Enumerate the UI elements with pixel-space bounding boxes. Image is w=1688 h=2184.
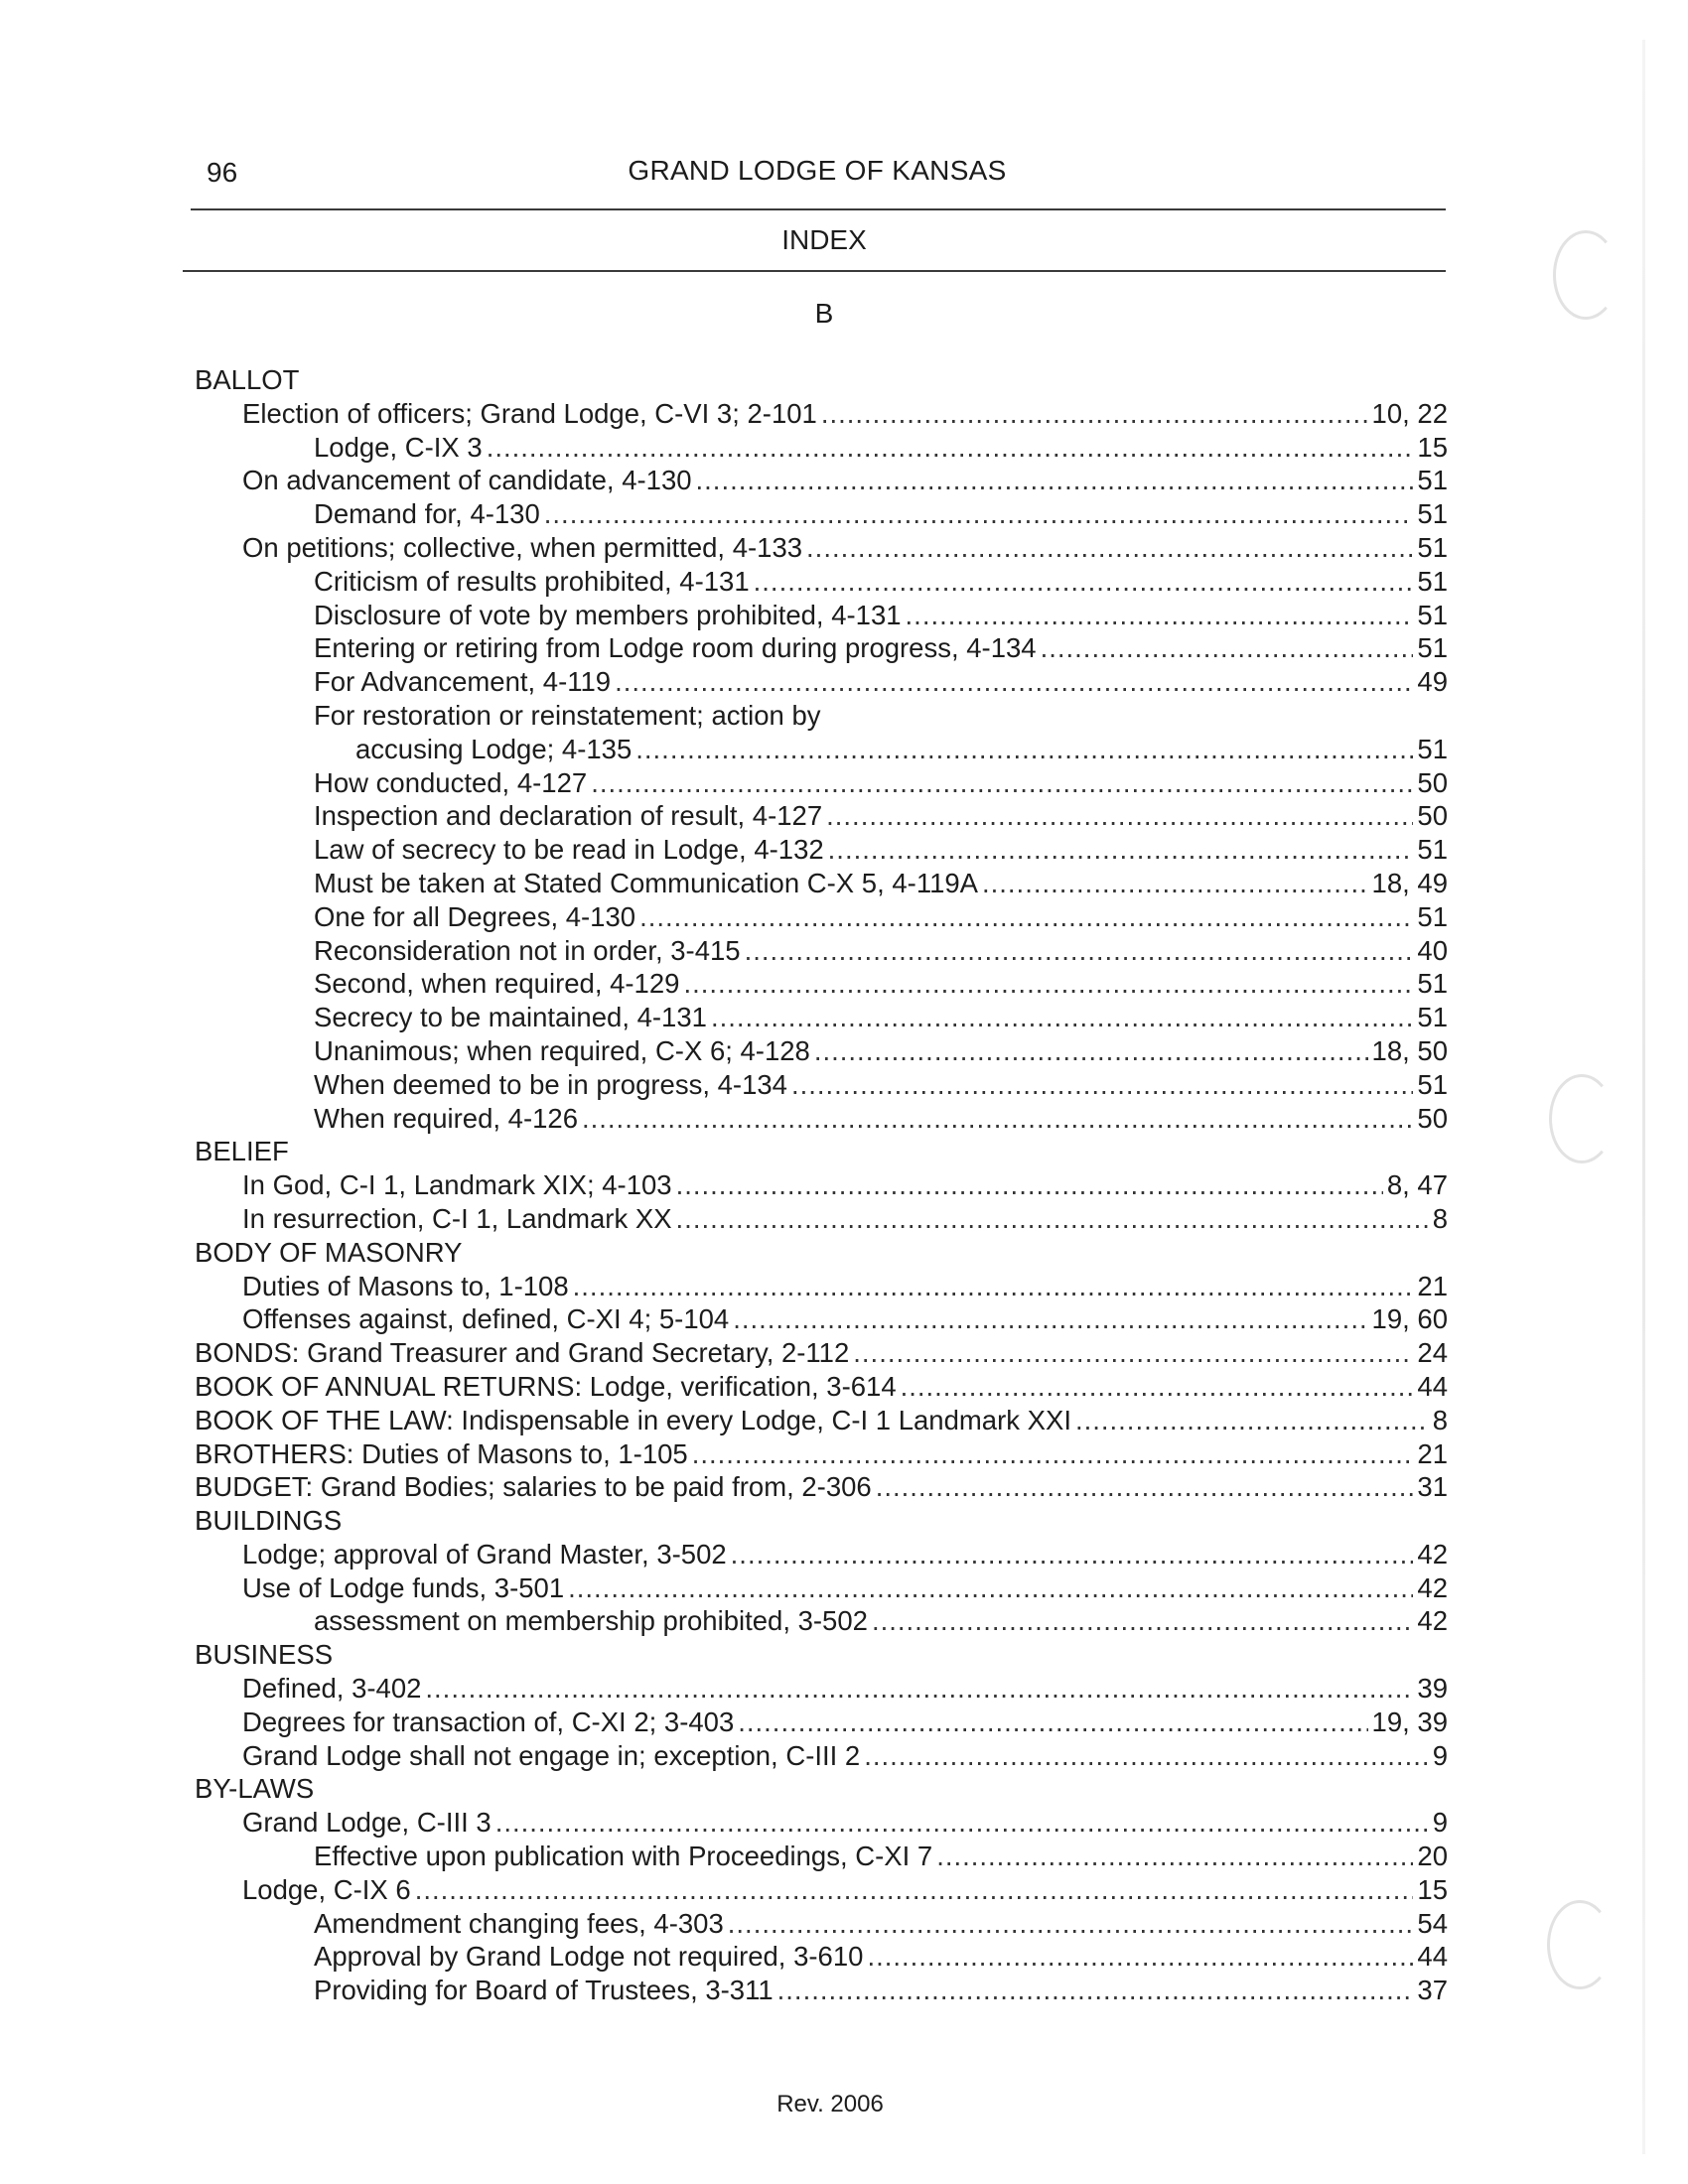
- index-entry: [195, 599, 1448, 632]
- entry-label: Demand for, 4-130: [314, 498, 540, 530]
- dot-leader: [487, 431, 1414, 465]
- entry-page-numbers: 50: [1417, 800, 1448, 832]
- index-entry: [195, 1739, 1448, 1773]
- entry-label: BELIEF: [195, 1136, 289, 1167]
- entry-page-numbers: 51: [1417, 498, 1448, 530]
- entry-label: BY-LAWS: [195, 1773, 315, 1805]
- dot-leader: [425, 1672, 1413, 1706]
- entry-label: assessment on membership prohibited, 3-502: [314, 1605, 868, 1637]
- index-entry: [195, 833, 1448, 867]
- dot-leader: [676, 1168, 1383, 1202]
- index-heading-entry: [195, 1437, 1448, 1471]
- index-entry: [195, 900, 1448, 934]
- entry-page-numbers: 8: [1432, 1202, 1448, 1234]
- entry-label: Amendment changing fees, 4-303: [314, 1907, 724, 1939]
- index-entry: [195, 733, 1448, 766]
- dot-leader: [731, 1538, 1414, 1571]
- binder-hole-bottom: [1547, 1900, 1613, 1989]
- entry-label: How conducted, 4-127: [314, 766, 588, 798]
- entry-label: Disclosure of vote by members prohibited, 4-131: [314, 599, 902, 630]
- dot-leader: [495, 1806, 1429, 1840]
- index-entry: [195, 1001, 1448, 1034]
- entry-page-numbers: 42: [1417, 1571, 1448, 1603]
- index-heading-entry: [195, 1404, 1448, 1437]
- entry-page-numbers: 42: [1417, 1538, 1448, 1570]
- dot-leader: [615, 665, 1413, 699]
- header-rule-top: [191, 208, 1446, 210]
- index-entry: [195, 1604, 1448, 1638]
- entry-label: Secrecy to be maintained, 4-131: [314, 1002, 707, 1033]
- index-entry: [195, 699, 1448, 733]
- index-heading-entry: [195, 1135, 1448, 1168]
- entry-label: Second, when required, 4-129: [314, 968, 680, 1000]
- entry-label: In resurrection, C-I 1, Landmark XX: [242, 1202, 672, 1234]
- entry-label: Degrees for transaction of, C-XI 2; 3-403: [242, 1706, 735, 1737]
- dot-leader: [853, 1336, 1413, 1370]
- entry-label: On petitions; collective, when permitted, 4-133: [242, 531, 803, 563]
- index-letter-heading: B: [814, 298, 834, 329]
- entry-page-numbers: 10, 22: [1371, 397, 1448, 429]
- index-entry: [195, 1672, 1448, 1706]
- entry-label: Lodge, C-IX 6: [242, 1873, 411, 1905]
- index-entry: [195, 1571, 1448, 1605]
- dot-leader: [728, 1907, 1414, 1941]
- index-entry: [195, 1940, 1448, 1974]
- entry-label: In God, C-I 1, Landmark XIX; 4-103: [242, 1169, 672, 1201]
- index-entry: [195, 1538, 1448, 1571]
- index-entry: [195, 631, 1448, 665]
- dot-leader: [876, 1470, 1414, 1504]
- index-entry: [195, 1034, 1448, 1068]
- index-entry: [195, 1068, 1448, 1102]
- dot-leader: [591, 766, 1413, 800]
- index-entry: [195, 497, 1448, 531]
- index-heading-entry: [195, 1470, 1448, 1504]
- index-entry: [195, 799, 1448, 833]
- entry-page-numbers: 51: [1417, 531, 1448, 563]
- entry-page-numbers: 15: [1417, 1873, 1448, 1905]
- dot-leader: [1075, 1404, 1429, 1437]
- entry-label: BUDGET: Grand Bodies; salaries to be paid from, 2-306: [195, 1471, 872, 1503]
- entry-label: For restoration or reinstatement; action by: [314, 699, 821, 731]
- index-heading-entry: [195, 1370, 1448, 1404]
- dot-leader: [806, 531, 1413, 565]
- binder-hole-top: [1553, 230, 1618, 320]
- dot-leader: [635, 733, 1413, 766]
- entry-page-numbers: 51: [1417, 834, 1448, 866]
- entry-label: BUILDINGS: [195, 1505, 343, 1537]
- entry-label: Approval by Grand Lodge not required, 3-610: [314, 1941, 864, 1973]
- entry-page-numbers: 8: [1432, 1404, 1448, 1435]
- entry-label: Law of secrecy to be read in Lodge, 4-132: [314, 834, 824, 866]
- dot-leader: [711, 1001, 1413, 1034]
- entry-page-numbers: 24: [1417, 1337, 1448, 1369]
- dot-leader: [415, 1873, 1414, 1907]
- entry-page-numbers: 51: [1417, 599, 1448, 630]
- index-heading-entry: [195, 1236, 1448, 1270]
- entry-label: Effective upon publication with Proceedings, C-XI 7: [314, 1841, 933, 1872]
- entry-page-numbers: 37: [1417, 1975, 1448, 2006]
- entry-page-numbers: 15: [1417, 431, 1448, 463]
- dot-leader: [676, 1202, 1429, 1236]
- index-entry: [195, 464, 1448, 497]
- dot-leader: [683, 967, 1413, 1001]
- entry-page-numbers: 51: [1417, 733, 1448, 764]
- index-entry: [195, 1806, 1448, 1840]
- index-entry: [195, 1302, 1448, 1336]
- dot-leader: [864, 1739, 1428, 1773]
- index-entry: [195, 1873, 1448, 1907]
- entry-page-numbers: 51: [1417, 632, 1448, 664]
- dot-leader: [754, 565, 1414, 599]
- dot-leader: [867, 1940, 1413, 1974]
- section-title: INDEX: [781, 224, 867, 255]
- index-entry-list: [195, 363, 1448, 2007]
- entry-page-numbers: 51: [1417, 565, 1448, 597]
- page-number: 96: [207, 157, 238, 188]
- entry-label: Lodge, C-IX 3: [314, 431, 483, 463]
- entry-label: Unanimous; when required, C-X 6; 4-128: [314, 1034, 810, 1066]
- index-entry: [195, 1706, 1448, 1739]
- dot-leader: [1041, 631, 1414, 665]
- entry-label: For Advancement, 4-119: [314, 666, 612, 698]
- entry-page-numbers: 51: [1417, 900, 1448, 932]
- entry-page-numbers: 50: [1417, 1102, 1448, 1134]
- index-entry: [195, 565, 1448, 599]
- page-edge-shadow: [1642, 40, 1645, 2154]
- revision-footer: Rev. 2006: [776, 2091, 884, 2117]
- index-heading-entry: [195, 1336, 1448, 1370]
- index-entry: [195, 1840, 1448, 1873]
- index-entry: [195, 967, 1448, 1001]
- entry-page-numbers: 21: [1417, 1270, 1448, 1301]
- index-heading-entry: [195, 363, 1448, 397]
- dot-leader: [828, 833, 1414, 867]
- entry-page-numbers: 51: [1417, 1002, 1448, 1033]
- entry-label: Criticism of results prohibited, 4-131: [314, 565, 750, 597]
- entry-label: Election of officers; Grand Lodge, C-VI 3; 2-101: [242, 397, 817, 429]
- entry-label: Defined, 3-402: [242, 1673, 422, 1705]
- index-heading-entry: [195, 1772, 1448, 1806]
- dot-leader: [777, 1974, 1414, 2007]
- entry-label: On advancement of candidate, 4-130: [242, 465, 692, 496]
- running-title: GRAND LODGE OF KANSAS: [628, 155, 1007, 186]
- entry-label: Inspection and declaration of result, 4-127: [314, 800, 823, 832]
- entry-label: BROTHERS: Duties of Masons to, 1-105: [195, 1437, 688, 1469]
- entry-label: Entering or retiring from Lodge room during progress, 4-134: [314, 632, 1037, 664]
- dot-leader: [826, 799, 1413, 833]
- index-entry: [195, 1168, 1448, 1202]
- index-entry: [195, 766, 1448, 800]
- entry-page-numbers: 21: [1417, 1437, 1448, 1469]
- index-entry: [195, 1270, 1448, 1303]
- entry-label: Reconsideration not in order, 3-415: [314, 934, 741, 966]
- entry-label: BALLOT: [195, 364, 300, 395]
- dot-leader: [639, 900, 1413, 934]
- entry-label: BODY OF MASONRY: [195, 1236, 463, 1268]
- entry-label: Duties of Masons to, 1-108: [242, 1270, 569, 1301]
- dot-leader: [982, 867, 1368, 900]
- dot-leader: [791, 1068, 1413, 1102]
- entry-label: One for all Degrees, 4-130: [314, 900, 636, 932]
- entry-page-numbers: 42: [1417, 1605, 1448, 1637]
- dot-leader: [738, 1706, 1367, 1739]
- entry-label: Grand Lodge, C-III 3: [242, 1807, 492, 1839]
- dot-leader: [906, 599, 1414, 632]
- index-entry: [195, 1974, 1448, 2007]
- dot-leader: [582, 1102, 1413, 1136]
- index-entry: [195, 1202, 1448, 1236]
- entry-page-numbers: 44: [1417, 1370, 1448, 1402]
- entry-page-numbers: 8, 47: [1386, 1169, 1448, 1201]
- binder-hole-middle: [1549, 1074, 1615, 1163]
- entry-page-numbers: 40: [1417, 934, 1448, 966]
- entry-label: Use of Lodge funds, 3-501: [242, 1571, 565, 1603]
- entry-label: When deemed to be in progress, 4-134: [314, 1068, 787, 1100]
- entry-page-numbers: 19, 60: [1371, 1303, 1448, 1335]
- dot-leader: [901, 1370, 1414, 1404]
- entry-page-numbers: 54: [1417, 1907, 1448, 1939]
- entry-page-numbers: 9: [1432, 1807, 1448, 1839]
- index-entry: [195, 867, 1448, 900]
- entry-label: BONDS: Grand Treasurer and Grand Secretary, 2-112: [195, 1337, 850, 1369]
- index-heading-entry: [195, 1638, 1448, 1672]
- entry-label: Must be taken at Stated Communication C-X 5, 4-119A: [314, 867, 978, 898]
- dot-leader: [544, 497, 1414, 531]
- entry-page-numbers: 31: [1417, 1471, 1448, 1503]
- dot-leader: [745, 934, 1414, 968]
- entry-page-numbers: 9: [1432, 1739, 1448, 1771]
- dot-leader: [814, 1034, 1368, 1068]
- header-rule-bottom: [183, 270, 1446, 272]
- entry-page-numbers: 51: [1417, 465, 1448, 496]
- dot-leader: [568, 1571, 1413, 1605]
- entry-label: BOOK OF THE LAW: Indispensable in every Lodge, C-I 1 Landmark XXI: [195, 1404, 1071, 1435]
- index-entry: [195, 431, 1448, 465]
- dot-leader: [692, 1437, 1414, 1471]
- entry-page-numbers: 20: [1417, 1841, 1448, 1872]
- entry-page-numbers: 44: [1417, 1941, 1448, 1973]
- dot-leader: [573, 1270, 1414, 1303]
- entry-label: accusing Lodge; 4-135: [355, 733, 633, 764]
- entry-page-numbers: 49: [1417, 666, 1448, 698]
- index-entry: [195, 531, 1448, 565]
- index-heading-entry: [195, 1504, 1448, 1538]
- dot-leader: [696, 464, 1414, 497]
- entry-label: Grand Lodge shall not engage in; exception, C-III 2: [242, 1739, 861, 1771]
- index-entry: [195, 397, 1448, 431]
- entry-page-numbers: 51: [1417, 1068, 1448, 1100]
- entry-page-numbers: 50: [1417, 766, 1448, 798]
- dot-leader: [733, 1302, 1367, 1336]
- dot-leader: [821, 397, 1368, 431]
- index-entry: [195, 1102, 1448, 1136]
- entry-label: Offenses against, defined, C-XI 4; 5-104: [242, 1303, 730, 1335]
- entry-page-numbers: 19, 39: [1371, 1706, 1448, 1737]
- entry-label: Lodge; approval of Grand Master, 3-502: [242, 1538, 727, 1570]
- entry-label: BUSINESS: [195, 1639, 334, 1671]
- entry-page-numbers: 18, 49: [1371, 867, 1448, 898]
- dot-leader: [936, 1840, 1413, 1873]
- entry-page-numbers: 39: [1417, 1673, 1448, 1705]
- index-entry: [195, 1907, 1448, 1941]
- entry-label: Providing for Board of Trustees, 3-311: [314, 1975, 774, 2006]
- index-entry: [195, 934, 1448, 968]
- index-entry: [195, 665, 1448, 699]
- entry-page-numbers: 51: [1417, 968, 1448, 1000]
- entry-page-numbers: 18, 50: [1371, 1034, 1448, 1066]
- dot-leader: [872, 1604, 1413, 1638]
- entry-label: When required, 4-126: [314, 1102, 578, 1134]
- entry-label: BOOK OF ANNUAL RETURNS: Lodge, verification, 3-614: [195, 1370, 897, 1402]
